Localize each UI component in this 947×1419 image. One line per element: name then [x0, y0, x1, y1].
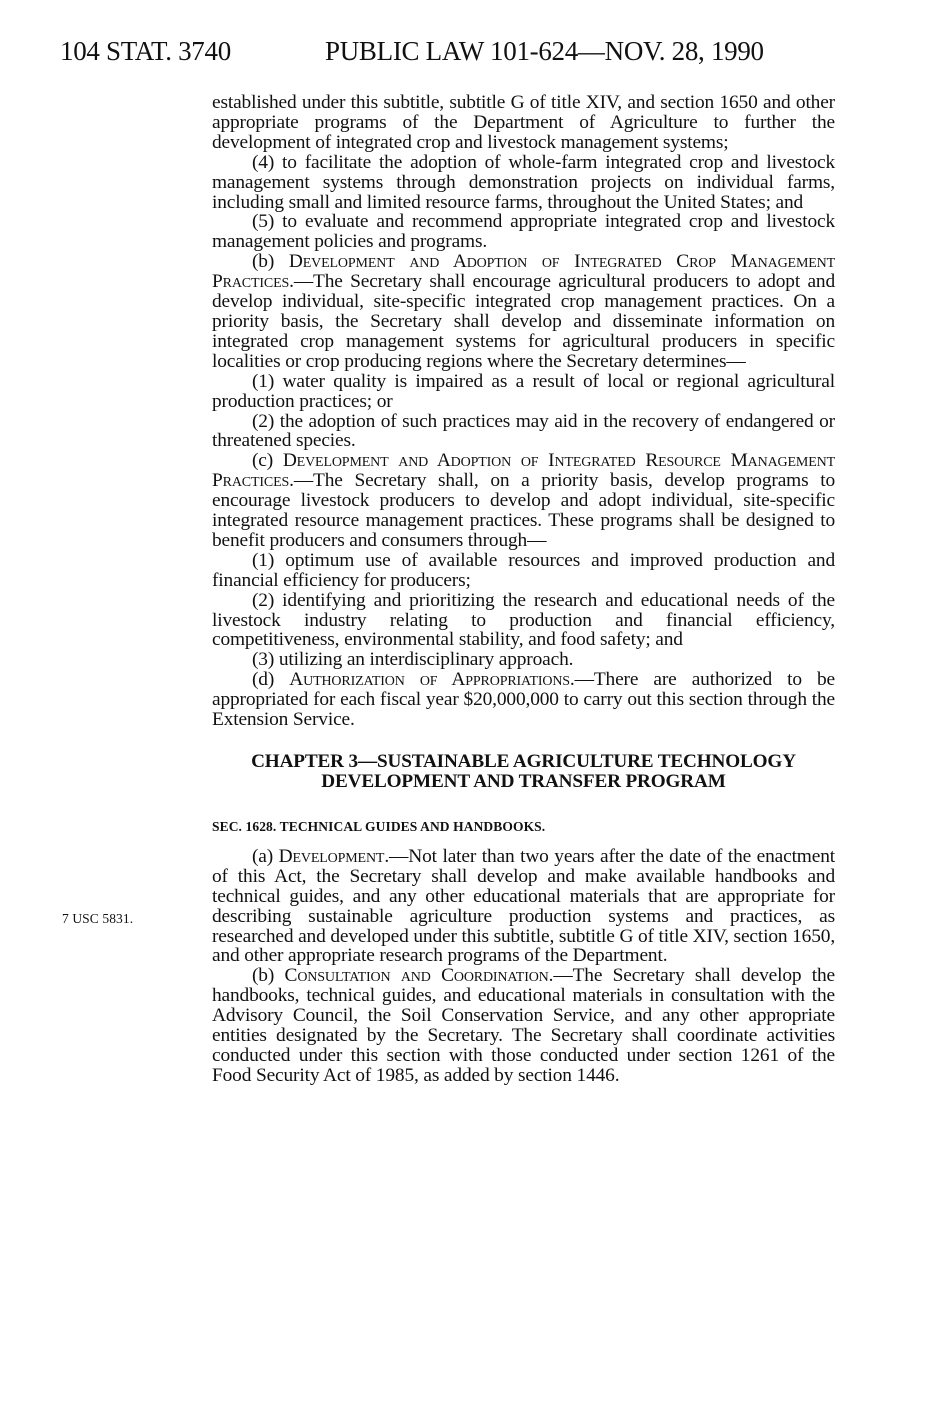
section-b-heading: Consultation and Coordination. [284, 965, 554, 987]
subsection-c-item-1: (1) optimum use of available resources and improved production and financial efficiency for producers; [212, 549, 835, 591]
subsection-d-heading: Authorization of Appropriations. [289, 669, 575, 691]
chapter-heading [212, 752, 835, 792]
subsection-b-text: —The Secretary shall encourage agricultural producers to adopt and develop individual, site-specific integrated crop management practices. On a priority basis, the Secretary shall develop and disseminate information on integrated crop management systems for agricultural producers in specific localities or crop producing regions where the Secretary determines— [212, 271, 835, 372]
subsection-c-heading: Development and Adoption of Integrated Resource Management Practices. [212, 450, 835, 492]
list-item-5: (5) to evaluate and recommend appropriate integrated crop and livestock management policies and programs. [212, 211, 835, 253]
subsection-d-label: (d) [252, 669, 290, 691]
section-b-label: (b) [252, 965, 285, 987]
document-body [212, 93, 835, 1086]
subsection-c-text: —The Secretary shall, on a priority basis, develop programs to encourage livestock producers to develop and adopt individual, site-specific integrated resource management practices. These programs shall be designed to benefit producers and consumers through— [212, 470, 835, 551]
section-subsection-b [212, 966, 835, 1085]
page-header [60, 36, 910, 76]
subsection-b-item-2: (2) the adoption of such practices may aid in the recovery of endangered or threatened species. [212, 410, 835, 452]
subsection-c-item-2: (2) identifying and prioritizing the research and educational needs of the livestock industry relating to production and financial efficiency, competitiveness, environmental stability, and food safety; and [212, 589, 835, 651]
chapter-heading-line-2: DEVELOPMENT AND TRANSFER PROGRAM [321, 771, 726, 792]
list-item-4: (4) to facilitate the adoption of whole-farm integrated crop and livestock management systems through demonstration projects on individual farms, including small and limited resource farms, throughout the United States; and [212, 151, 835, 213]
chapter-heading-line-1: CHAPTER 3—SUSTAINABLE AGRICULTURE TECHNOLOGY [251, 751, 796, 772]
subsection-c-item-3: (3) utilizing an interdisciplinary approach. [252, 649, 574, 671]
subsection-d-text: —There are authorized to be appropriated for each fiscal year $20,000,000 to carry out this section through the Extension Service. [212, 669, 835, 731]
margin-citation: 7 USC 5831. [62, 911, 134, 926]
section-a-text: —Not later than two years after the date of the enactment of this Act, the Secretary shall develop and make available handbooks and technical guides, and any other educational materials that are appropriate for describing sustainable agriculture production systems and practices, as researched and developed under this subtitle, subtitle G of title XIV, section 1650, and other appropriate research programs of the Department. [212, 845, 836, 967]
section-body [212, 847, 835, 1086]
subsection-c-label: (c) [252, 450, 283, 472]
law-title: PUBLIC LAW 101-624—NOV. 28, 1990 [325, 36, 764, 66]
section-subsection-a [212, 847, 835, 966]
continuation-paragraph: established under this subtitle, subtitle G of title XIV, and section 1650 and other appropriate programs of the Department of Agriculture to further the development of integrated crop and livestock management systems; [212, 92, 835, 153]
section-a-label: (a) [252, 845, 279, 867]
section-a-heading: Development. [278, 845, 390, 867]
section-heading: SEC. 1628. TECHNICAL GUIDES AND HANDBOOKS. [212, 819, 546, 834]
section-b-text: —The Secretary shall develop the handbooks, technical guides, and educational materials in consultation with the Advisory Council, the Soil Conservation Service, and any other appropriate entities designated by the Secretary. The Secretary shall coordinate activities conducted under this section with those conducted under section 1261 of the Food Security Act of 1985, as added by section 1446. [212, 965, 836, 1086]
subsection-b [212, 252, 835, 371]
subsection-b-heading: Development and Adoption of Integrated Crop Management Practices. [212, 251, 836, 293]
subsection-b-item-1: (1) water quality is impaired as a result of local or regional agricultural production practices; or [212, 370, 835, 412]
subsection-b-label: (b) [252, 251, 289, 273]
page-reference: 104 STAT. 3740 [60, 36, 231, 66]
subsection-c [212, 451, 835, 551]
subsection-d [212, 670, 835, 730]
